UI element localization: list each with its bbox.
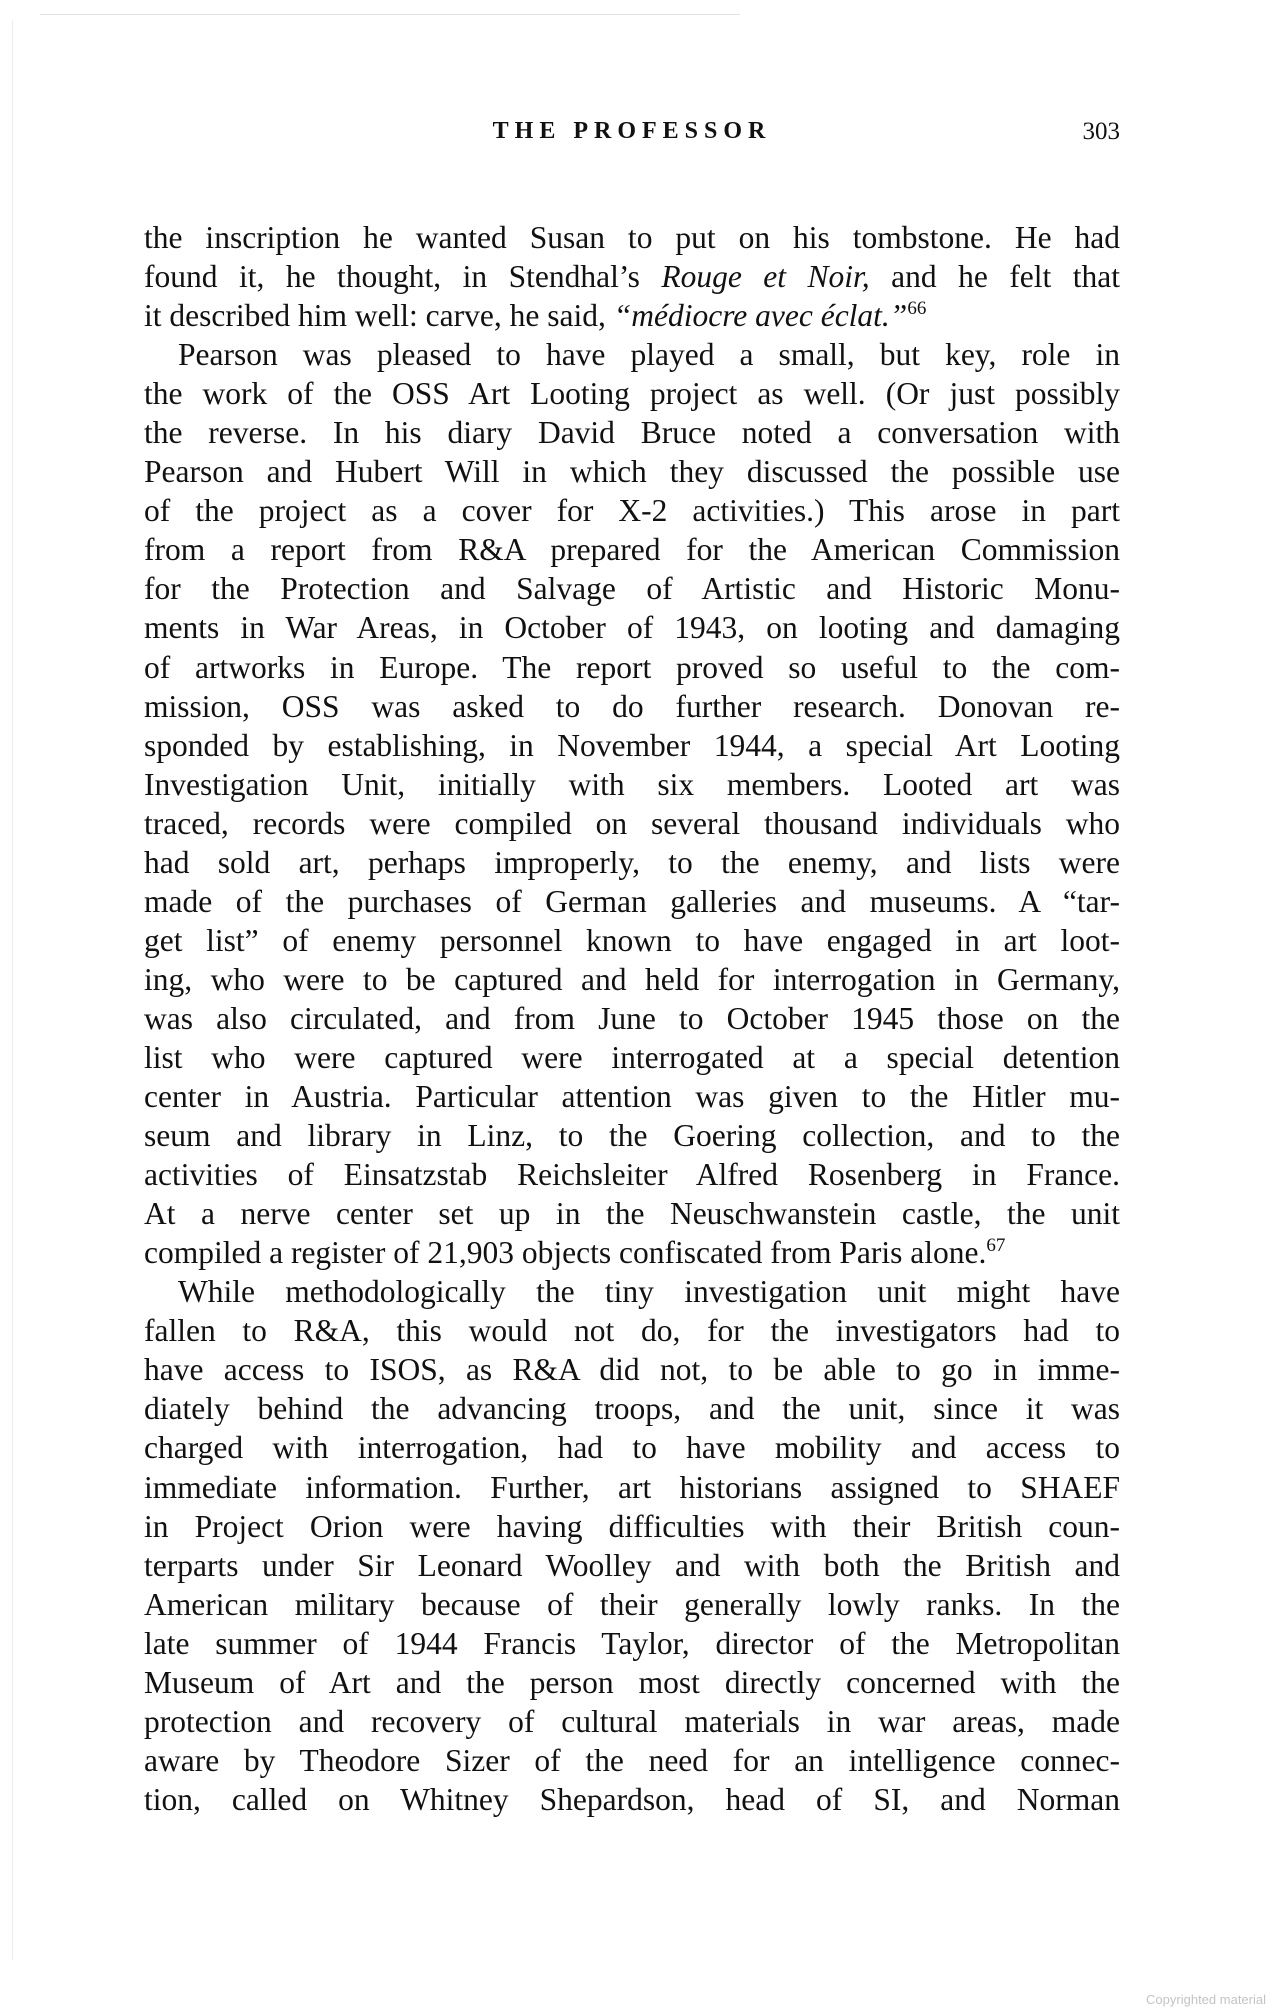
text-line: aware by Theodore Sizer of the need for an intelligence connec- [144, 1742, 1120, 1778]
footnote-ref-67: 67 [986, 1235, 1006, 1257]
italic-title-rouge-et-noir: Rouge et Noir, [661, 259, 870, 295]
text-line: fallen to R&A, this would not do, for the investigators had to [144, 1313, 1120, 1349]
text-line: late summer of 1944 Francis Taylor, director of the Metropolitan [144, 1625, 1120, 1661]
text-line: get list” of enemy personnel known to have engaged in art loot- [144, 922, 1120, 958]
scan-edge-left [12, 20, 13, 1960]
body-text [144, 218, 1120, 1819]
text-line: of artworks in Europe. The report proved so useful to the com- [144, 649, 1120, 685]
text-span: and he felt that [869, 259, 1120, 295]
text-line: terparts under Sir Leonard Woolley and with both the British and [144, 1547, 1120, 1583]
text-line: Pearson and Hubert Will in which they discussed the possible use [144, 454, 1120, 490]
text-line: diately behind the advancing troops, and the unit, since it was [144, 1391, 1120, 1427]
text-line [144, 1233, 1120, 1272]
text-line [144, 257, 1120, 296]
page-number: 303 [1082, 118, 1120, 145]
text-line: protection and recovery of cultural materials in war areas, made [144, 1703, 1120, 1739]
text-line: charged with interrogation, had to have mobility and access to [144, 1430, 1120, 1466]
text-line: seum and library in Linz, to the Goering collection, and to the [144, 1118, 1120, 1154]
scan-edge-top [40, 14, 740, 15]
running-title: THE PROFESSOR [492, 118, 772, 144]
text-line: traced, records were compiled on several thousand individuals who [144, 805, 1120, 841]
text-line: immediate information. Further, art historians assigned to SHAEF [144, 1469, 1120, 1505]
paragraph-start-line: Pearson was pleased to have played a small, but key, role in [178, 337, 1120, 373]
text-line: tion, called on Whitney Shepardson, head of SI, and Norman [144, 1781, 1120, 1817]
text-line: ments in War Areas, in October of 1943, on looting and damaging [144, 610, 1120, 646]
text-line: mission, OSS was asked to do further research. Donovan re- [144, 688, 1120, 724]
text-line: was also circulated, and from June to October 1945 those on the [144, 1000, 1120, 1036]
text-line: the reverse. In his diary David Bruce noted a conversation with [144, 415, 1120, 451]
text-line: the inscription he wanted Susan to put on his tombstone. He had [144, 220, 1120, 255]
text-line: had sold art, perhaps improperly, to the enemy, and lists were [144, 844, 1120, 880]
text-span: found it, he thought, in Stendhal’s [144, 259, 662, 295]
text-line [144, 296, 1120, 335]
text-span: compiled a register of 21,903 objects confiscated from Paris alone. [144, 1235, 987, 1271]
text-line: American military because of their generally lowly ranks. In the [144, 1586, 1120, 1622]
footnote-ref-66: 66 [907, 298, 927, 320]
text-line: activities of Einsatzstab Reichsleiter Alfred Rosenberg in France. [144, 1157, 1120, 1193]
text-line: list who were captured were interrogated at a special detention [144, 1039, 1120, 1075]
text-line: At a nerve center set up in the Neuschwanstein castle, the unit [144, 1196, 1120, 1232]
text-line: in Project Orion were having difficulties with their British coun- [144, 1508, 1120, 1544]
text-line: have access to ISOS, as R&A did not, to be able to go in imme- [144, 1352, 1120, 1388]
text-line: from a report from R&A prepared for the American Commission [144, 532, 1120, 568]
copyright-watermark: Copyrighted material [1146, 1992, 1266, 2007]
text-line: made of the purchases of German galleries and museums. A “tar- [144, 883, 1120, 919]
running-head [144, 118, 1120, 152]
text-line: of the project as a cover for X-2 activities.) This arose in part [144, 493, 1120, 529]
text-line: ing, who were to be captured and held for interrogation in Germany, [144, 961, 1120, 997]
text-line: Investigation Unit, initially with six members. Looted art was [144, 766, 1120, 802]
italic-quote-mediocre-avec-eclat: “médiocre avec éclat.” [613, 298, 908, 334]
text-line: center in Austria. Particular attention was given to the Hitler mu- [144, 1079, 1120, 1115]
text-line: for the Protection and Salvage of Artistic and Historic Monu- [144, 571, 1120, 607]
text-line: the work of the OSS Art Looting project as well. (Or just possibly [144, 376, 1120, 412]
paragraph-start-line: While methodologically the tiny investigation unit might have [178, 1274, 1120, 1310]
text-line: Museum of Art and the person most directly concerned with the [144, 1664, 1120, 1700]
text-line: sponded by establishing, in November 1944, a special Art Looting [144, 727, 1120, 763]
text-span: it described him well: carve, he said, [144, 298, 614, 334]
